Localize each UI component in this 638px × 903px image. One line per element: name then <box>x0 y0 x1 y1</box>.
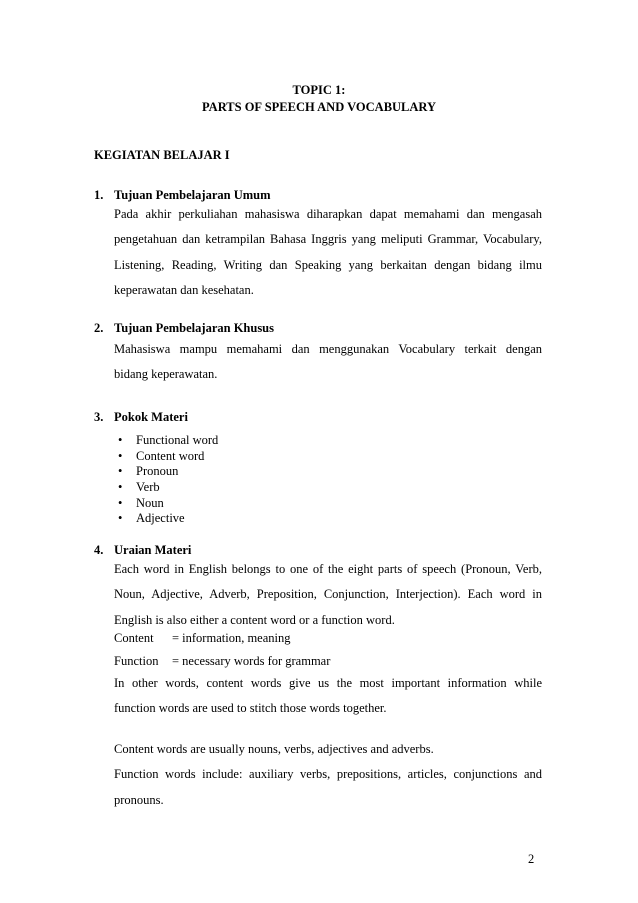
text-line: In other words, content words give us the most important information while <box>114 676 542 690</box>
text-line: Function words include: auxiliary verbs, prepositions, articles, conjunctions and <box>114 767 542 782</box>
definition-content <box>114 631 290 646</box>
text-line: Pada akhir perkuliahan mahasiswa diharapkan dapat memahami dan mengasah <box>114 207 542 221</box>
text-line: Each word in English belongs to one of the eight parts of speech (Pronoun, Verb, <box>114 562 542 576</box>
list-item: • Pronoun <box>118 464 179 479</box>
list-item: • Functional word <box>118 433 219 447</box>
bullet-icon: • <box>118 448 123 463</box>
text-line: Mahasiswa mampu memahami dan menggunakan Vocabulary terkait dengan <box>114 342 542 356</box>
topic-subtitle: PARTS OF SPEECH AND VOCABULARY <box>201 100 437 114</box>
list-item: • Verb <box>118 480 160 495</box>
bullet-icon: • <box>118 495 123 510</box>
section-2-paragraph <box>114 337 542 388</box>
definition-term: Content <box>114 631 154 645</box>
definition-meaning: = information, meaning <box>172 631 291 645</box>
section-number: 3. <box>94 410 104 424</box>
section-title: Pokok Materi <box>114 410 188 424</box>
text-line: keperawatan dan kesehatan. <box>114 283 254 298</box>
list-item: • Content word <box>118 448 205 463</box>
bullet-icon: • <box>118 480 123 495</box>
bullet-icon: • <box>118 511 123 526</box>
bullet-icon: • <box>118 433 123 447</box>
section-number: 1. <box>94 188 104 202</box>
section-3-heading <box>94 410 188 425</box>
topic-title: TOPIC 1: <box>292 83 346 97</box>
list-item: • Adjective <box>118 511 185 526</box>
text-line: bidang keperawatan. <box>114 367 218 382</box>
section-title: Uraian Materi <box>114 543 192 557</box>
kegiatan-heading: KEGIATAN BELAJAR I <box>94 148 230 162</box>
list-item: • Noun <box>118 495 164 510</box>
section-2-heading <box>94 321 274 336</box>
topic-bullet-list <box>114 433 218 527</box>
section-4-heading <box>94 543 191 558</box>
section-4-paragraph <box>114 557 542 633</box>
text-line: Content words are usually nouns, verbs, adjectives and adverbs. <box>114 742 434 756</box>
definition-term: Function <box>114 654 159 668</box>
section-4-paragraph-2 <box>114 671 542 722</box>
definition-function <box>114 654 330 669</box>
text-line: Noun, Adjective, Adverb, Preposition, Conjunction, Interjection). Each word in <box>114 587 542 602</box>
section-title: Tujuan Pembelajaran Umum <box>114 188 271 202</box>
page-number: 2 <box>528 852 535 866</box>
text-line: pengetahuan dan ketrampilan Bahasa Inggris yang meliputi Grammar, Vocabulary, <box>114 232 542 247</box>
section-4-paragraph-3 <box>114 737 542 813</box>
section-1-paragraph <box>114 202 542 304</box>
section-title: Tujuan Pembelajaran Khusus <box>114 321 274 335</box>
definition-meaning: = necessary words for grammar <box>172 654 331 668</box>
text-line: Listening, Reading, Writing dan Speaking yang berkaitan dengan bidang ilmu <box>114 257 542 272</box>
section-number: 2. <box>94 321 104 335</box>
text-line: function words are used to stitch those words together. <box>114 701 387 716</box>
section-1-heading <box>94 188 271 203</box>
bullet-icon: • <box>118 464 123 479</box>
section-number: 4. <box>94 543 104 557</box>
text-line: English is also either a content word or a function word. <box>114 612 395 627</box>
text-line: pronouns. <box>114 792 164 807</box>
